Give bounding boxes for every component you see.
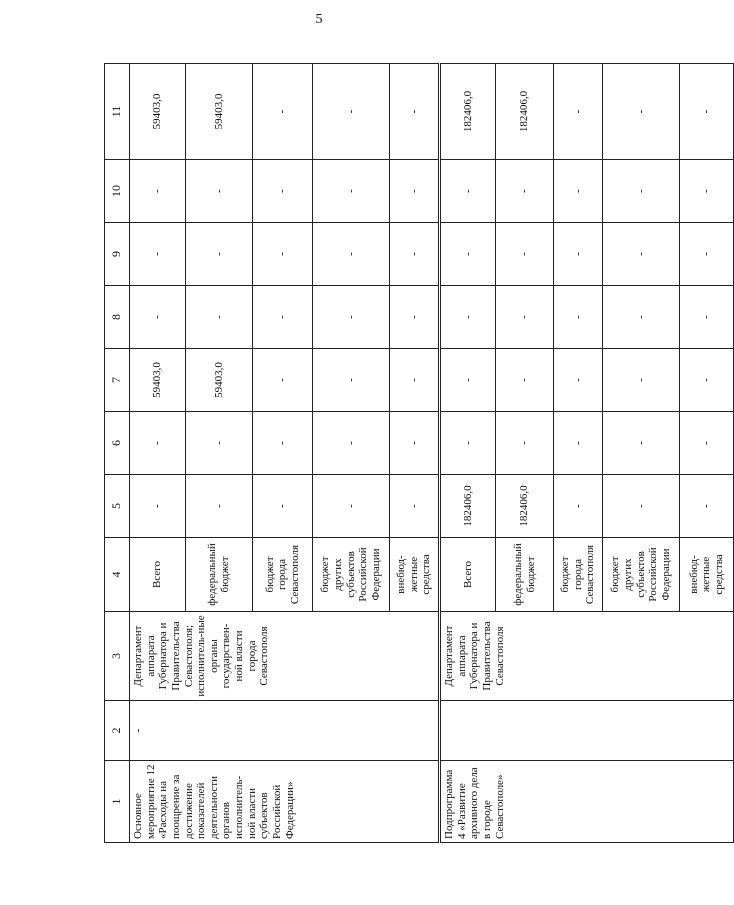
header-row <box>105 64 130 843</box>
value-cell: - <box>496 349 554 412</box>
value-cell: - <box>603 286 680 349</box>
table-row <box>130 64 186 843</box>
measure-name-cell: Основное мероприятие 12 «Расходы на поощрение за достижение показателей деятельности органов исполнитель-ной власти субъектов Российской Федерации» <box>130 761 440 843</box>
value-cell: - <box>186 475 253 538</box>
column-header: 4 <box>105 538 130 612</box>
column-header: 7 <box>105 349 130 412</box>
value-cell: - <box>440 349 496 412</box>
value-cell: - <box>603 412 680 475</box>
value-cell: - <box>313 64 390 160</box>
funding-source-cell: федеральный бюджет <box>496 538 554 612</box>
value-cell: 182406,0 <box>440 64 496 160</box>
value-cell: - <box>680 223 734 286</box>
rotated-table-wrapper <box>104 64 725 843</box>
value-cell: - <box>390 286 440 349</box>
value-cell: 59403,0 <box>186 64 253 160</box>
value-cell: - <box>554 475 603 538</box>
value-cell: - <box>680 160 734 223</box>
value-cell: - <box>130 223 186 286</box>
value-cell: - <box>253 160 313 223</box>
value-cell: - <box>496 223 554 286</box>
column-header: 3 <box>105 612 130 701</box>
funding-source-cell: Всего <box>440 538 496 612</box>
column-header: 5 <box>105 475 130 538</box>
value-cell: - <box>313 286 390 349</box>
value-cell: 182406,0 <box>496 64 554 160</box>
value-cell: - <box>390 412 440 475</box>
value-cell: - <box>680 349 734 412</box>
value-cell: - <box>554 349 603 412</box>
measure-name-cell: Подпрограмма 4 «Развитие архивного дела в городе Севастополе» <box>440 761 734 843</box>
value-cell: - <box>253 475 313 538</box>
value-cell: - <box>390 223 440 286</box>
funding-source-cell: внебюд-жетные средства <box>680 538 734 612</box>
column-header: 1 <box>105 761 130 843</box>
value-cell: - <box>603 475 680 538</box>
value-cell: - <box>440 412 496 475</box>
value-cell: - <box>390 349 440 412</box>
value-cell: - <box>253 64 313 160</box>
funding-source-cell: бюджет других субъектов Российской Федерации <box>603 538 680 612</box>
value-cell: - <box>680 475 734 538</box>
column2-cell <box>440 701 734 761</box>
value-cell: - <box>390 475 440 538</box>
executor-cell: Департамент аппарата Губернатора и Правительства Севастополя; исполнитель-ные органы государствен-ной власти города Севастополя <box>130 612 440 701</box>
value-cell: - <box>680 412 734 475</box>
column-header: 8 <box>105 286 130 349</box>
value-cell: - <box>313 412 390 475</box>
value-cell: - <box>496 412 554 475</box>
funding-source-cell: Всего <box>130 538 186 612</box>
budget-table <box>104 63 734 843</box>
value-cell: - <box>253 223 313 286</box>
column-header: 2 <box>105 701 130 761</box>
value-cell: - <box>130 475 186 538</box>
funding-source-cell: федеральный бюджет <box>186 538 253 612</box>
value-cell: - <box>313 223 390 286</box>
value-cell: - <box>186 286 253 349</box>
value-cell: - <box>186 160 253 223</box>
page-number: 5 <box>315 12 323 27</box>
table-body <box>105 64 734 843</box>
value-cell: - <box>554 223 603 286</box>
value-cell: - <box>496 286 554 349</box>
value-cell: - <box>496 160 554 223</box>
funding-source-cell: внебюд-жетные средства <box>390 538 440 612</box>
value-cell: 182406,0 <box>440 475 496 538</box>
value-cell: - <box>440 286 496 349</box>
value-cell: - <box>554 64 603 160</box>
value-cell: 59403,0 <box>186 349 253 412</box>
value-cell: - <box>253 286 313 349</box>
value-cell: - <box>603 160 680 223</box>
executor-cell: Департамент аппарата Губернатора и Правительства Севастополя <box>440 612 734 701</box>
funding-source-cell: бюджет города Севастополя <box>554 538 603 612</box>
value-cell: - <box>680 64 734 160</box>
value-cell: - <box>554 160 603 223</box>
value-cell: - <box>186 412 253 475</box>
value-cell: - <box>440 223 496 286</box>
column-header: 9 <box>105 223 130 286</box>
table-row <box>440 64 496 843</box>
column-header: 10 <box>105 160 130 223</box>
value-cell: 182406,0 <box>496 475 554 538</box>
value-cell: - <box>680 286 734 349</box>
funding-source-cell: бюджет других субъектов Российской Федерации <box>313 538 390 612</box>
value-cell: - <box>440 160 496 223</box>
value-cell: - <box>313 160 390 223</box>
value-cell: - <box>253 349 313 412</box>
value-cell: 59403,0 <box>130 349 186 412</box>
value-cell: - <box>554 286 603 349</box>
value-cell: 59403,0 <box>130 64 186 160</box>
value-cell: - <box>186 223 253 286</box>
value-cell: - <box>130 412 186 475</box>
value-cell: - <box>313 349 390 412</box>
value-cell: - <box>554 412 603 475</box>
value-cell: - <box>130 286 186 349</box>
value-cell: - <box>603 223 680 286</box>
value-cell: - <box>390 160 440 223</box>
value-cell: - <box>313 475 390 538</box>
funding-source-cell: бюджет города Севастополя <box>253 538 313 612</box>
column-header: 6 <box>105 412 130 475</box>
value-cell: - <box>253 412 313 475</box>
column2-cell: - <box>130 701 440 761</box>
column-header: 11 <box>105 64 130 160</box>
value-cell: - <box>390 64 440 160</box>
value-cell: - <box>603 349 680 412</box>
value-cell: - <box>603 64 680 160</box>
value-cell: - <box>130 160 186 223</box>
